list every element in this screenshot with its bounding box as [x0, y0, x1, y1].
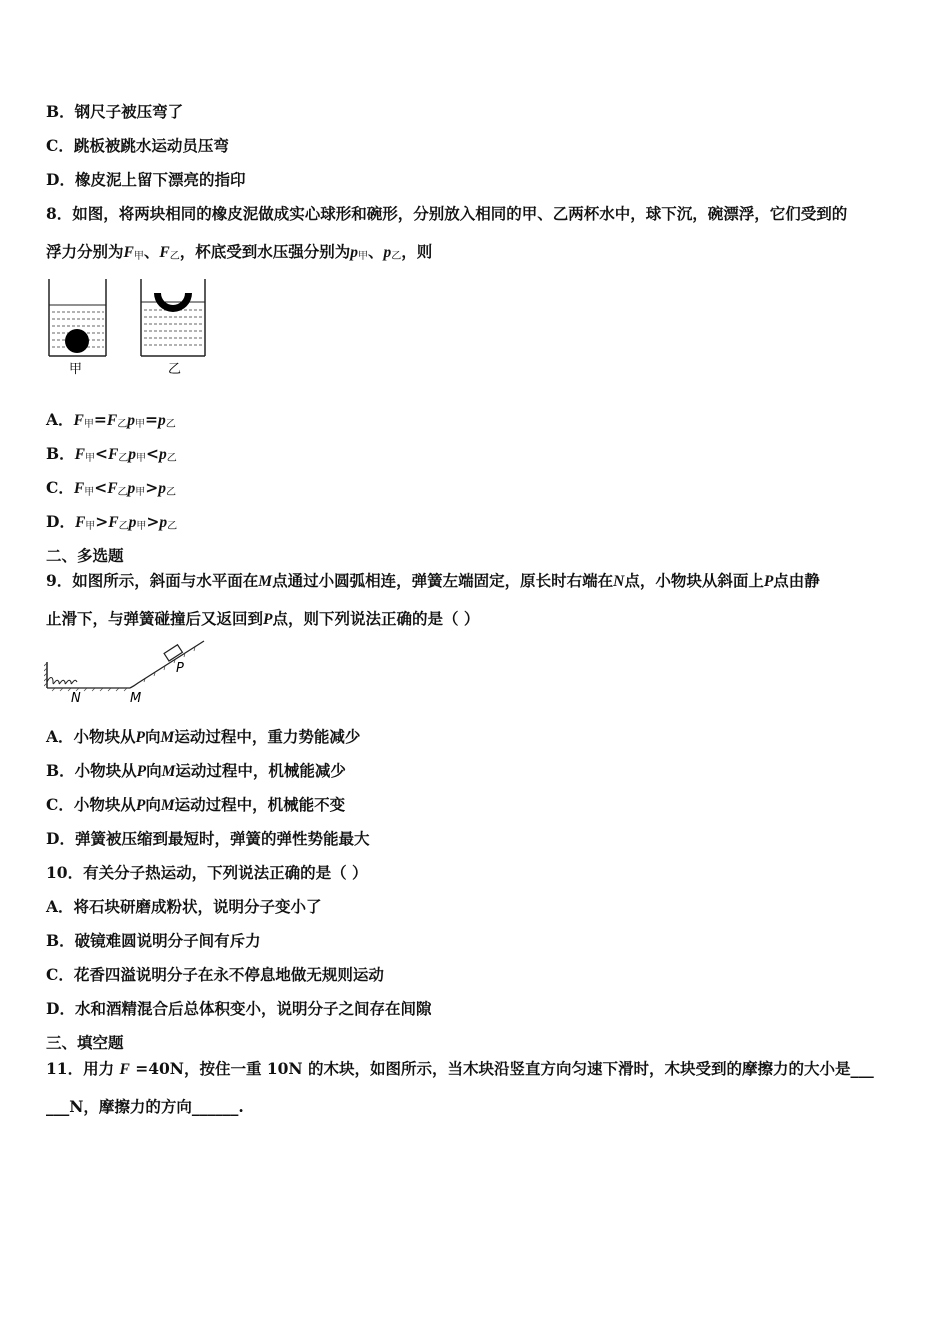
q9-option-c: C．小物块从P向M运动过程中，机械能不变	[46, 795, 346, 814]
q10-option-d: D．水和酒精混合后总体积变小，说明分子之间存在间隙	[46, 999, 432, 1018]
q7-option-d: D．橡皮泥上留下漂亮的指印	[46, 170, 246, 189]
q7-option-c: C．跳板被跳水运动员压弯	[46, 136, 229, 155]
q8-stem-line1: 8．如图，将两块相同的橡皮泥做成实心球形和碗形，分别放入相同的甲、乙两杯水中，球下沉，碗漂浮，它们受到的	[46, 204, 848, 223]
q9-incline-spring-figure	[44, 636, 214, 710]
spring	[47, 678, 77, 684]
q11-stem-line1: 11．用力 F =40N，按住一重 10N 的木块，如图所示，当木块沿竖直方向匀速下滑时，木块受到的摩擦力的大小是___	[46, 1059, 874, 1078]
section-heading-fill-in: 三、填空题	[46, 1033, 124, 1052]
q9-stem-line2: 止滑下，与弹簧碰撞后又返回到P点，则下列说法正确的是（ ）	[46, 609, 480, 628]
q10-option-c: C．花香四溢说明分子在永不停息地做无规则运动	[46, 965, 384, 984]
section-heading-multiple-choice: 二、多选题	[46, 546, 124, 565]
q11-stem-line2: ___N，摩擦力的方向______.	[46, 1097, 244, 1116]
q9-stem-line1: 9．如图所示，斜面与水平面在M点通过小圆弧相连，弹簧左端固定，原长时右端在N点，小物块从斜面上P点由静	[46, 571, 820, 590]
beaker-yi-label: 乙	[168, 362, 182, 377]
sunken-ball	[65, 329, 89, 353]
beaker-yi	[141, 279, 205, 356]
beaker-jia-label: 甲	[69, 362, 83, 377]
incline	[130, 641, 204, 688]
q10-option-b: B．破镜难圆说明分子间有斥力	[46, 931, 261, 950]
q10-stem: 10．有关分子热运动，下列说法正确的是（ ）	[46, 863, 368, 882]
beaker-jia	[49, 279, 106, 356]
q8-option-a: A．$F_甲=F_乙p_甲=p_乙$	[46, 410, 176, 430]
label-m: M	[130, 691, 142, 706]
q8-option-c: C．$F_甲<F_乙p_甲>p_乙$	[46, 478, 177, 498]
q9-option-d: D．弹簧被压缩到最短时，弹簧的弹性势能最大	[46, 829, 370, 848]
q7-option-b: B．钢尺子被压弯了	[46, 102, 184, 121]
q10-option-a: A．将石块研磨成粉状，说明分子变小了	[46, 897, 322, 916]
q9-option-b: B．小物块从P向M运动过程中，机械能减少	[46, 761, 346, 780]
q8-option-b: B．$F_甲<F_乙p_甲<p_乙$	[46, 444, 177, 464]
q8-stem-line2: 浮力分别为$F_甲$、$F_乙$，杯底受到水压强分别为$p_甲$、$p_乙$，则	[46, 242, 433, 262]
label-p: P	[176, 661, 184, 676]
block	[164, 645, 182, 661]
label-n: N	[71, 691, 81, 706]
q8-beakers-figure	[44, 274, 214, 384]
q9-option-a: A．小物块从P向M运动过程中，重力势能减少	[46, 727, 361, 746]
q8-option-d: D．$F_甲>F_乙p_甲>p_乙$	[46, 512, 178, 532]
